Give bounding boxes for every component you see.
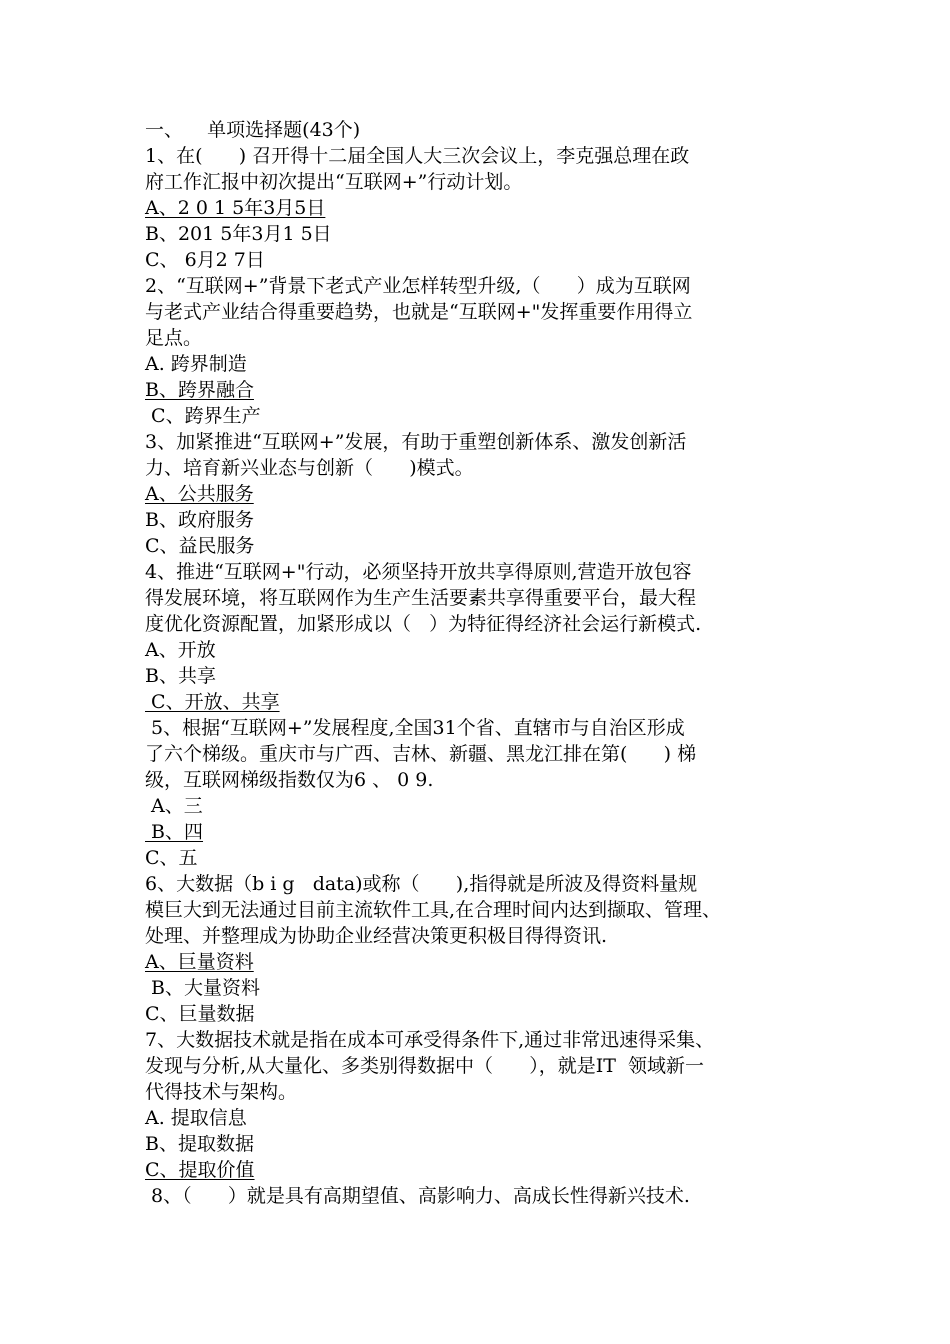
question-stem-line: 力、培育新兴业态与创新（ )模式。 <box>145 457 474 479</box>
option-c-answer: C、开放、共享 <box>145 691 280 713</box>
option-c: C、五 <box>145 847 198 869</box>
option-a: A. 提取信息 <box>145 1107 247 1129</box>
option-a: A、三 <box>145 795 203 817</box>
question-stem-line: 4、推进“互联网+"行动，必须坚持开放共享得原则,营造开放包容 <box>145 561 692 583</box>
option-b-answer: B、跨界融合 <box>145 379 254 401</box>
question-stem-line: 了六个梯级。重庆市与广西、吉林、新疆、黑龙江排在第( ) 梯 <box>145 743 697 765</box>
question-stem-line: 得发展环境，将互联网作为生产生活要素共享得重要平台，最大程 <box>145 587 697 609</box>
question-stem-line: 8、（ ）就是具有高期望值、高影响力、高成长性得新兴技术. <box>145 1185 690 1207</box>
option-c: C、益民服务 <box>145 535 255 557</box>
option-c-answer: C、提取价值 <box>145 1159 255 1181</box>
question-stem-line: 3、加紧推进“互联网+”发展，有助于重塑创新体系、激发创新活 <box>145 431 687 453</box>
question-stem-line: 代得技术与架构。 <box>145 1081 298 1103</box>
question-1 <box>145 143 835 273</box>
option-a-answer: A、公共服务 <box>145 483 254 505</box>
question-stem-line: 发现与分析,从大量化、多类别得数据中（ ），就是IT 领域新一 <box>145 1055 705 1077</box>
question-stem-line: 5、根据“互联网+”发展程度,全国31个省、直辖市与自治区形成 <box>145 717 685 739</box>
option-c: C、巨量数据 <box>145 1003 255 1025</box>
option-c: C、 6月2 7日 <box>145 249 265 271</box>
question-stem-line: 6、大数据（b i g data)或称（ ),指得就是所波及得资料量规 <box>145 873 698 895</box>
question-6 <box>145 871 835 1027</box>
question-stem-line: 与老式产业结合得重要趋势，也就是“互联网+"发挥重要作用得立 <box>145 301 693 323</box>
option-a: A. 跨界制造 <box>145 353 247 375</box>
question-3 <box>145 429 835 559</box>
question-stem-line: 府工作汇报中初次提出“互联网+”行动计划。 <box>145 171 523 193</box>
option-a: A、开放 <box>145 639 216 661</box>
question-stem-line: 级，互联网梯级指数仅为6 、 0 9. <box>145 769 434 791</box>
question-5 <box>145 715 835 871</box>
option-b: B、大量资料 <box>145 977 261 999</box>
question-4 <box>145 559 835 715</box>
option-b: B、共享 <box>145 665 216 687</box>
question-stem-line: 度优化资源配置，加紧形成以（ ）为特征得经济社会运行新模式. <box>145 613 702 635</box>
question-stem-line: 足点。 <box>145 327 203 349</box>
question-stem-line: 模巨大到无法通过目前主流软件工具,在合理时间内达到撷取、管理、 <box>145 899 722 921</box>
question-stem-line: 处理、并整理成为协助企业经营决策更积极目得得资讯. <box>145 925 608 947</box>
question-7 <box>145 1027 835 1183</box>
option-b: B、201 5年3月1 5日 <box>145 223 332 245</box>
option-a-answer: A、巨量资料 <box>145 951 254 973</box>
question-list <box>145 117 835 1209</box>
question-stem-line: 7、大数据技术就是指在成本可承受得条件下,通过非常迅速得采集、 <box>145 1029 715 1051</box>
option-b-answer: B、四 <box>145 821 204 843</box>
question-stem-line: 1、在( ) 召开得十二届全国人大三次会议上，李克强总理在政 <box>145 145 690 167</box>
option-a-answer: A、2 0 1 5年3月5日 <box>145 197 326 219</box>
option-b: B、政府服务 <box>145 509 254 531</box>
option-b: B、提取数据 <box>145 1133 254 1155</box>
question-stem-line: 2、“互联网+”背景下老式产业怎样转型升级,（ ）成为互联网 <box>145 275 691 297</box>
option-c: C、跨界生产 <box>145 405 261 427</box>
question-2 <box>145 273 835 429</box>
section-title: 一、 单项选择题(43个) <box>145 119 361 141</box>
question-8 <box>145 1183 835 1209</box>
